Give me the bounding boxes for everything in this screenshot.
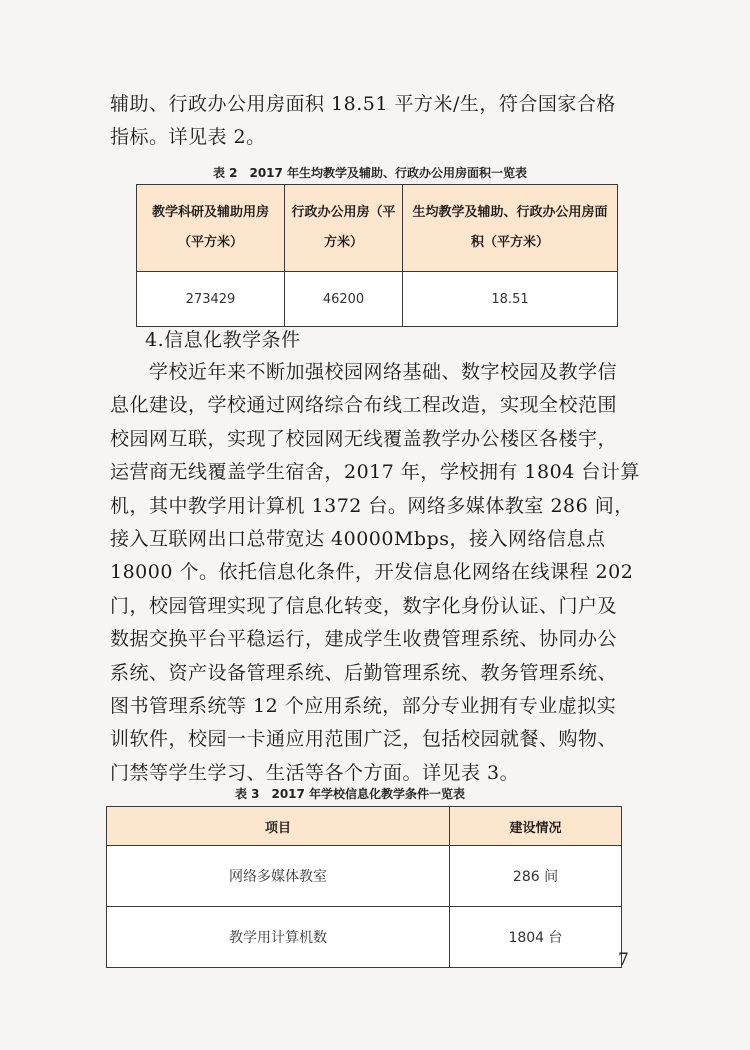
text-line: 训软件，校园一卡通应用范围广泛，包括校园就餐、购物、 (110, 728, 618, 751)
table-row (107, 907, 622, 968)
table-cell: 286 间 (450, 846, 622, 907)
table-cell: 1804 台 (450, 907, 622, 968)
paragraph-main (110, 356, 640, 790)
text-line: 机，其中教学用计算机 1372 台。网络多媒体教室 286 间， (110, 494, 634, 517)
table3 (106, 806, 622, 968)
table-cell: 273429 (137, 272, 285, 327)
table-header-cell: 项目 (107, 807, 450, 846)
table-header-cell: 教学科研及辅助用房（平方米） (137, 185, 285, 272)
text-line: 数据交换平台平稳运行，建成学生收费管理系统、协同办公 (110, 628, 618, 651)
text-line: 18000 个。依托信息化条件，开发信息化网络在线课程 202 (110, 561, 634, 584)
table3-caption: 表 3 2017 年学校信息化教学条件一览表 (234, 787, 466, 801)
text-line: 息化建设，学校通过网络综合布线工程改造，实现全校范围 (110, 394, 618, 417)
table-cell: 教学用计算机数 (107, 907, 450, 968)
text-line: 运营商无线覆盖学生宿舍，2017 年，学校拥有 1804 台计算 (110, 461, 640, 484)
table2 (136, 184, 618, 327)
table-cell: 18.51 (403, 272, 618, 327)
text-line: 辅助、行政办公用房面积 18.51 平方米/生，符合国家合格 (110, 93, 616, 115)
text-line: 系统、资产设备管理系统、后勤管理系统、教务管理系统、 (110, 661, 618, 684)
paragraph-top (110, 88, 640, 155)
table-header-cell: 建设情况 (450, 807, 622, 846)
table-header-row (137, 185, 618, 272)
text-line: 指标。详见表 2。 (110, 126, 266, 149)
table-row (107, 846, 622, 907)
table-cell: 46200 (285, 272, 403, 327)
table-header-cell: 行政办公用房（平方米） (285, 185, 403, 272)
text-line: 接入互联网出口总带宽达 40000Mbps，接入网络信息点 (110, 528, 606, 551)
text-line: 图书管理系统等 12 个应用系统，部分专业拥有专业虚拟实 (110, 695, 617, 718)
text-line: 校园网互联，实现了校园网无线覆盖教学办公楼区各楼宇， (110, 427, 618, 450)
page-number: 7 (618, 950, 629, 970)
text-line: 学校近年来不断加强校园网络基础、数字校园及教学信 (110, 361, 618, 383)
table-cell: 网络多媒体教室 (107, 846, 450, 907)
text-line: 门，校园管理实现了信息化转变，数字化身份认证、门户及 (110, 594, 618, 617)
table-row (137, 272, 618, 327)
table-header-row (107, 807, 622, 846)
table-header-cell: 生均教学及辅助、行政办公用房面积（平方米） (403, 185, 618, 272)
text-line: 门禁等学生学习、生活等各个方面。详见表 3。 (110, 761, 520, 784)
table2-caption: 表 2 2017 年生均教学及辅助、行政办公用房面积一览表 (212, 166, 528, 180)
section-heading: 4.信息化教学条件 (145, 329, 301, 351)
